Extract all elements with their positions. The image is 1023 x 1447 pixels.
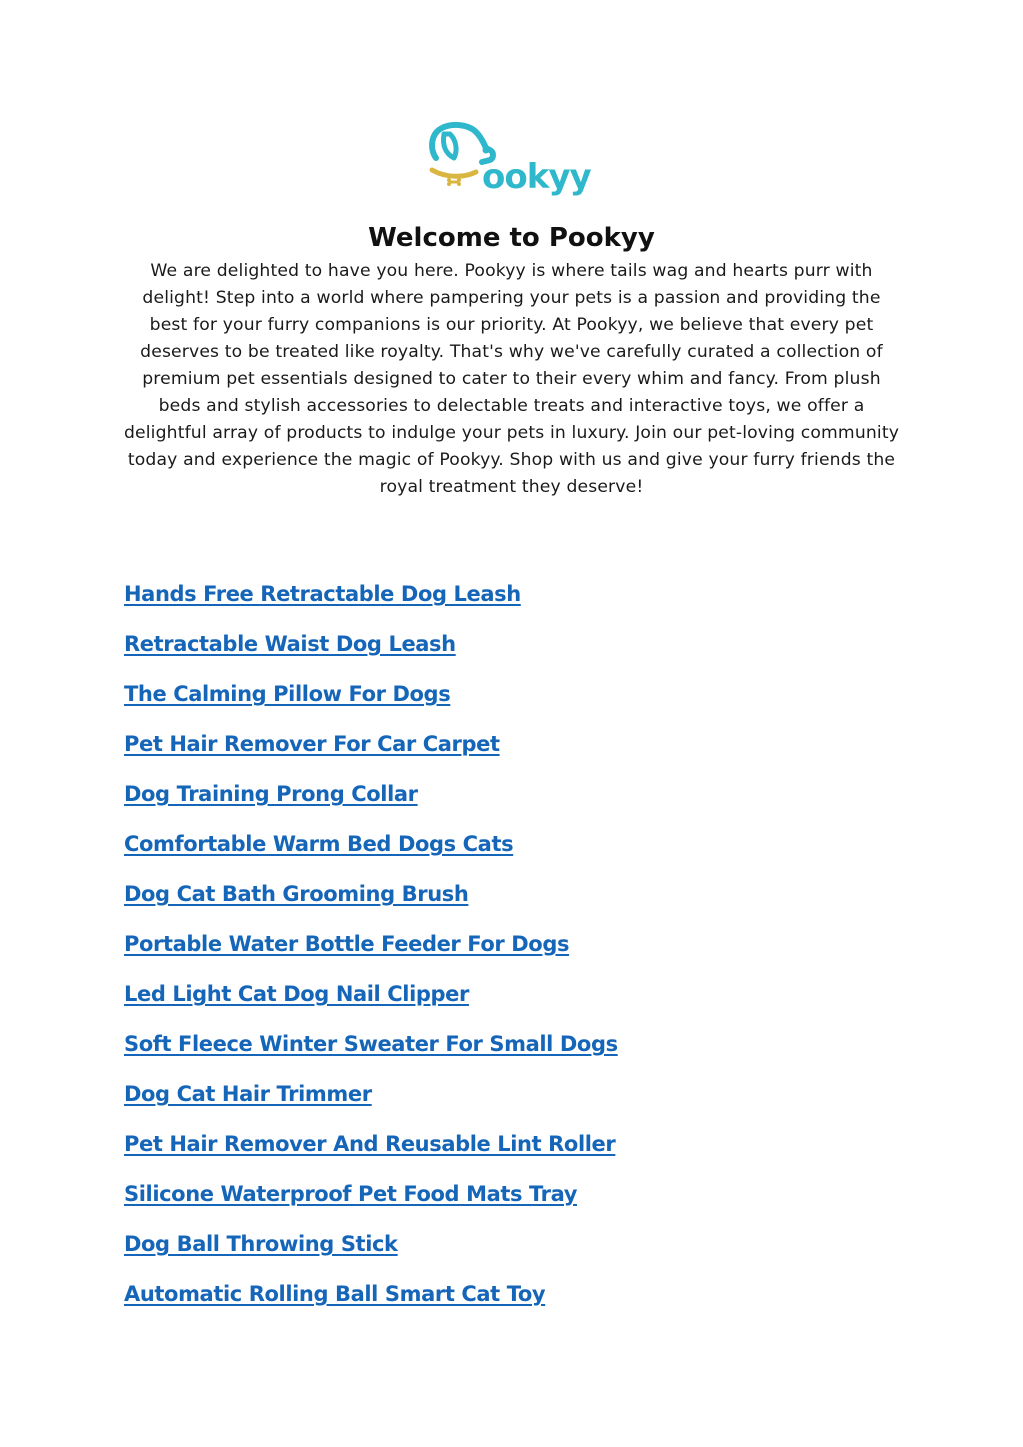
- product-link[interactable]: Portable Water Bottle Feeder For Dogs: [124, 932, 570, 956]
- intro-paragraph: We are delighted to have you here. Pookyy is where tails wag and hearts purr with delight! Step into a world where pampering your pets is a passion and providing the best for your furry companions is our priority. At Pookyy, we believe that every pet deserves to be treated like royalty. That's why we've carefully curated a collection of premium pet essentials designed to cater to their every whim and fancy. From plush beds and stylish accessories to delectable treats and interactive toys, we offer a delightful array of products to indulge your pets in luxury. Join our pet-loving community today and experience the magic of Pookyy. Shop with us and give your furry friends the royal treatment they deserve!: [123, 261, 900, 497]
- product-link[interactable]: Silicone Waterproof Pet Food Mats Tray: [124, 1182, 577, 1206]
- list-item: [124, 777, 618, 827]
- product-link[interactable]: Dog Training Prong Collar: [124, 782, 418, 806]
- product-link[interactable]: Dog Cat Bath Grooming Brush: [124, 882, 469, 906]
- svg-text:ookyy: ookyy: [482, 157, 591, 197]
- list-item: [124, 977, 618, 1027]
- list-item: [124, 1127, 618, 1177]
- list-item: [124, 1277, 618, 1327]
- product-link[interactable]: The Calming Pillow For Dogs: [124, 682, 451, 706]
- pookyy-logo: [424, 120, 596, 200]
- product-link[interactable]: Comfortable Warm Bed Dogs Cats: [124, 832, 514, 856]
- list-item: [124, 1177, 618, 1227]
- list-item: [124, 1227, 618, 1277]
- product-link-list: [124, 577, 618, 1327]
- list-item: [124, 877, 618, 927]
- product-link[interactable]: Led Light Cat Dog Nail Clipper: [124, 982, 469, 1006]
- product-link[interactable]: Pet Hair Remover And Reusable Lint Roller: [124, 1132, 616, 1156]
- product-link[interactable]: Dog Ball Throwing Stick: [124, 1232, 398, 1256]
- list-item: [124, 927, 618, 977]
- list-item: [124, 627, 618, 677]
- list-item: [124, 1027, 618, 1077]
- list-item: [124, 677, 618, 727]
- dog-head-logo-icon: [424, 120, 596, 200]
- page-title: Welcome to Pookyy: [368, 223, 655, 253]
- product-link[interactable]: Hands Free Retractable Dog Leash: [124, 582, 521, 606]
- list-item: [124, 827, 618, 877]
- product-link[interactable]: Dog Cat Hair Trimmer: [124, 1082, 372, 1106]
- list-item: [124, 577, 618, 627]
- list-item: [124, 727, 618, 777]
- product-link[interactable]: Automatic Rolling Ball Smart Cat Toy: [124, 1282, 546, 1306]
- product-link[interactable]: Soft Fleece Winter Sweater For Small Dogs: [124, 1032, 618, 1056]
- list-item: [124, 1077, 618, 1127]
- product-link[interactable]: Retractable Waist Dog Leash: [124, 632, 456, 656]
- product-link[interactable]: Pet Hair Remover For Car Carpet: [124, 732, 500, 756]
